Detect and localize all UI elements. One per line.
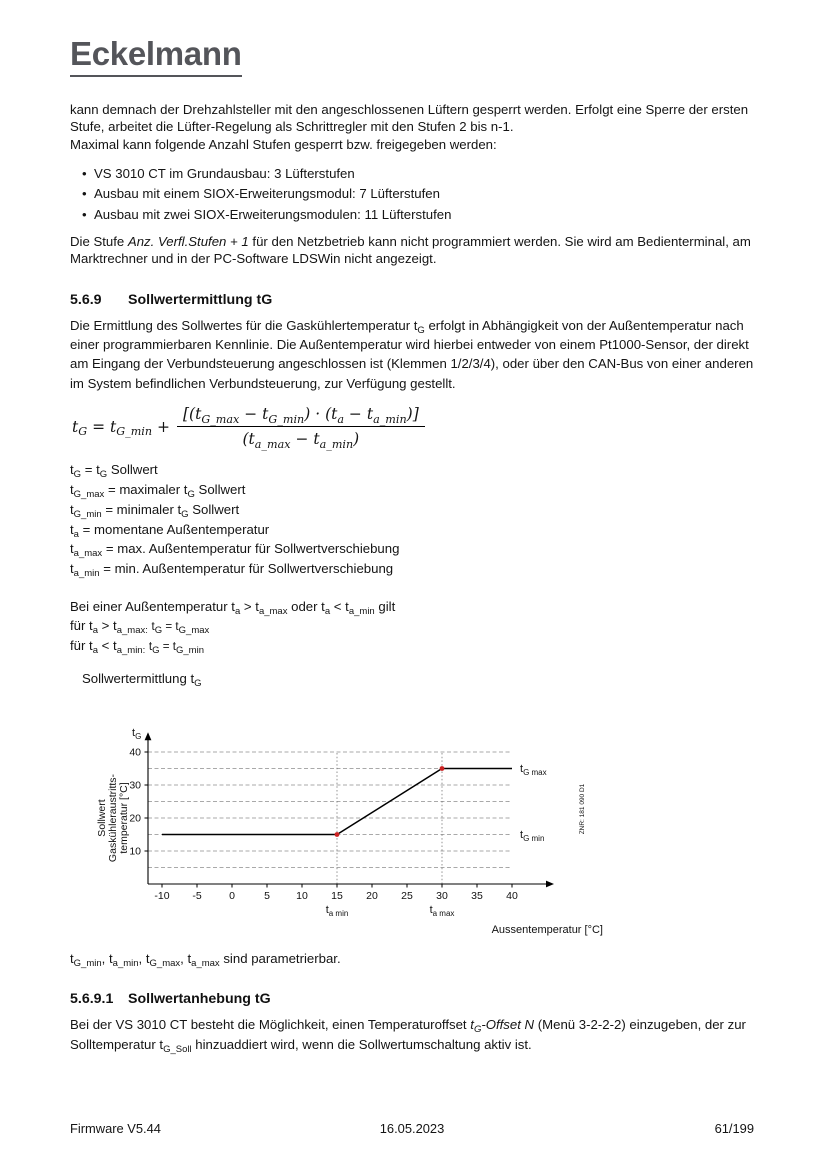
definition-line: $t_G = t_G$ Sollwert [70, 462, 158, 481]
y-tick-label: 30 [129, 779, 141, 792]
threshold-label: $t_{a max}$ [429, 904, 455, 919]
footer-firmware-version: Firmware V5.44 [70, 1121, 161, 1136]
bullet-item: • Ausbau mit einem SIOX-Erweiterungsmodul: 7 Lüfterstufen [70, 185, 754, 202]
section-number: 5.6.9.1 [70, 991, 114, 1008]
parametrierbar-paragraph: $t_{G\_min}$, $t_{a\_min}$, $t_{G\_max}$, $t_{a\_max}$ sind parametrierbar. [70, 951, 341, 970]
symbol-definitions [70, 460, 754, 579]
curve-level-label: $t_{G max}$ [520, 763, 547, 778]
definition-line: $t_a$ = momentane Außentemperatur [70, 521, 270, 540]
section-title: Sollwertanhebung tG [128, 991, 271, 1008]
formula-denominator: $(t_{a\_max} - t_{a\_min})$ [242, 430, 360, 451]
formula-numerator: $[(t_{G\_max} - t_{G\_min}) \cdot (t_a - t_{a\_min})]$ [177, 405, 425, 427]
y-tick-label: 10 [129, 845, 141, 858]
bullet-item: • VS 3010 CT im Grundausbau: 3 Lüfterstufen [70, 165, 754, 182]
x-axis-arrow [546, 881, 554, 888]
tg-formula [72, 405, 754, 451]
x-tick-label: -5 [192, 890, 202, 903]
y-axis-arrow [145, 732, 152, 740]
section-title: Sollwertermittlung tG [128, 291, 273, 308]
section-heading-569 [70, 292, 754, 308]
definition-line: $t_{a\_max} = \max$. Außentemperatur für Sollwertverschiebung [70, 541, 400, 560]
formula-lhs: $t_G = t_{G\_min}$ + [72, 417, 170, 439]
x-tick-label: 40 [506, 890, 518, 903]
x-tick-label: -10 [154, 890, 170, 903]
x-tick-label: 35 [471, 890, 483, 903]
setpoint-figure [70, 670, 754, 944]
definition-line: $t_{G\_max}$ = maximaler $t_G$ Sollwert [70, 481, 246, 500]
formula-fraction [177, 405, 425, 451]
curve-breakpoint-marker [335, 832, 340, 837]
curve-breakpoint-marker [440, 766, 445, 771]
condition-line: Bei einer Außentemperatur $t_a > t_{a\_max}$ oder $t_a < t_{a\_min}$ gilt [70, 598, 396, 617]
section-number: 5.6.9 [70, 291, 102, 308]
x-tick-label: 25 [401, 890, 413, 903]
eckelmann-logo: Eckelmann [70, 36, 242, 77]
y-tick-label: 40 [129, 746, 141, 759]
page-footer [70, 1121, 754, 1136]
x-axis-title: Aussentemperatur [°C] [491, 924, 603, 937]
x-tick-label: 15 [331, 890, 343, 903]
definition-line: $t_{a\_min} = \min$. Außentemperatur für Sollwertverschiebung [70, 561, 394, 580]
y-axis-symbol: $t_G$ [132, 727, 142, 742]
x-tick-label: 0 [229, 890, 235, 903]
offset-paragraph: Bei der VS 3010 CT besteht die Möglichkeit, einen Temperaturoffset $t_G$-Offset N (Menü 3-2-2-2) einzugeben, der zur Solltemperatur $t_{G\_Soll}$ hinzuaddiert wird, wenn die Sollwertumschaltung aktiv ist. [70, 1017, 746, 1055]
condition-line: für $t_a > t_{a\_max:}$ $t_G = t_{G\_max}$ [70, 618, 210, 637]
footer-date: 16.05.2023 [379, 1121, 445, 1136]
section-heading-5691 [70, 991, 754, 1007]
boundary-conditions [70, 597, 754, 656]
condition-line: für $t_a < t_{a\_min:}$ $t_G = t_{G\_min}$ [70, 637, 204, 656]
threshold-label: $t_{a min}$ [325, 904, 349, 919]
stage-note-paragraph: Die Stufe Anz. Verfl.Stufen + 1 für den Netzbetrieb kann nicht programmiert werden. Sie wird am Bedienterminal, am Marktrechner und in der PC-Software LDSWin nicht angezeigt. [70, 234, 751, 267]
y-axis-title: SollwertGaskühleraustritts-temperatur [°C] [96, 774, 130, 863]
x-tick-label: 5 [264, 890, 270, 903]
intro-paragraph: kann demnach der Drehzahlsteller mit den angeschlossenen Lüftern gesperrt werden. Erfolgt eine Sperre der ersten Stufe, arbeitet die Lüfter-Regelung als Schrittregler mit den Stufen 2 bis n-1. Maximal kann folgende Anzahl Stufen gesperrt bzw. freigegeben werden: [70, 102, 749, 152]
tg-determination-paragraph: Die Ermittlung des Sollwertes für die Gaskühlertemperatur $t_G$ erfolgt in Abhängigkeit von der Außentemperatur nach einer programmierbaren Kennlinie. Die Außentemperatur wird hierbei entweder von einem Pt1000-Sensor, der direkt am Eingang der Verbundsteuerung angeschlossen ist (Klemmen 1/2/3/4), oder über den CAN-Bus von einer anderen im System befindlichen Verbundsteuerung, zur Verfügung gestellt. [70, 317, 754, 391]
setpoint-chart [78, 689, 618, 944]
footer-page-number: 61/199 [714, 1121, 754, 1136]
page-header [70, 36, 754, 101]
x-tick-label: 10 [296, 890, 308, 903]
curve-level-label: $t_{G min}$ [520, 829, 545, 844]
bullet-item: • Ausbau mit zwei SIOX-Erweiterungsmodulen: 11 Lüfterstufen [70, 206, 754, 223]
drawing-number: ZNR: 181 090 D1 [579, 783, 586, 835]
x-tick-label: 20 [366, 890, 378, 903]
x-tick-label: 30 [436, 890, 448, 903]
fan-stages-list [70, 165, 754, 223]
y-tick-label: 20 [129, 812, 141, 825]
figure-caption: Sollwertermittlung $t_G$ [82, 670, 202, 689]
definition-line: $t_{G\_min}$ = minimaler $t_G$ Sollwert [70, 501, 240, 520]
